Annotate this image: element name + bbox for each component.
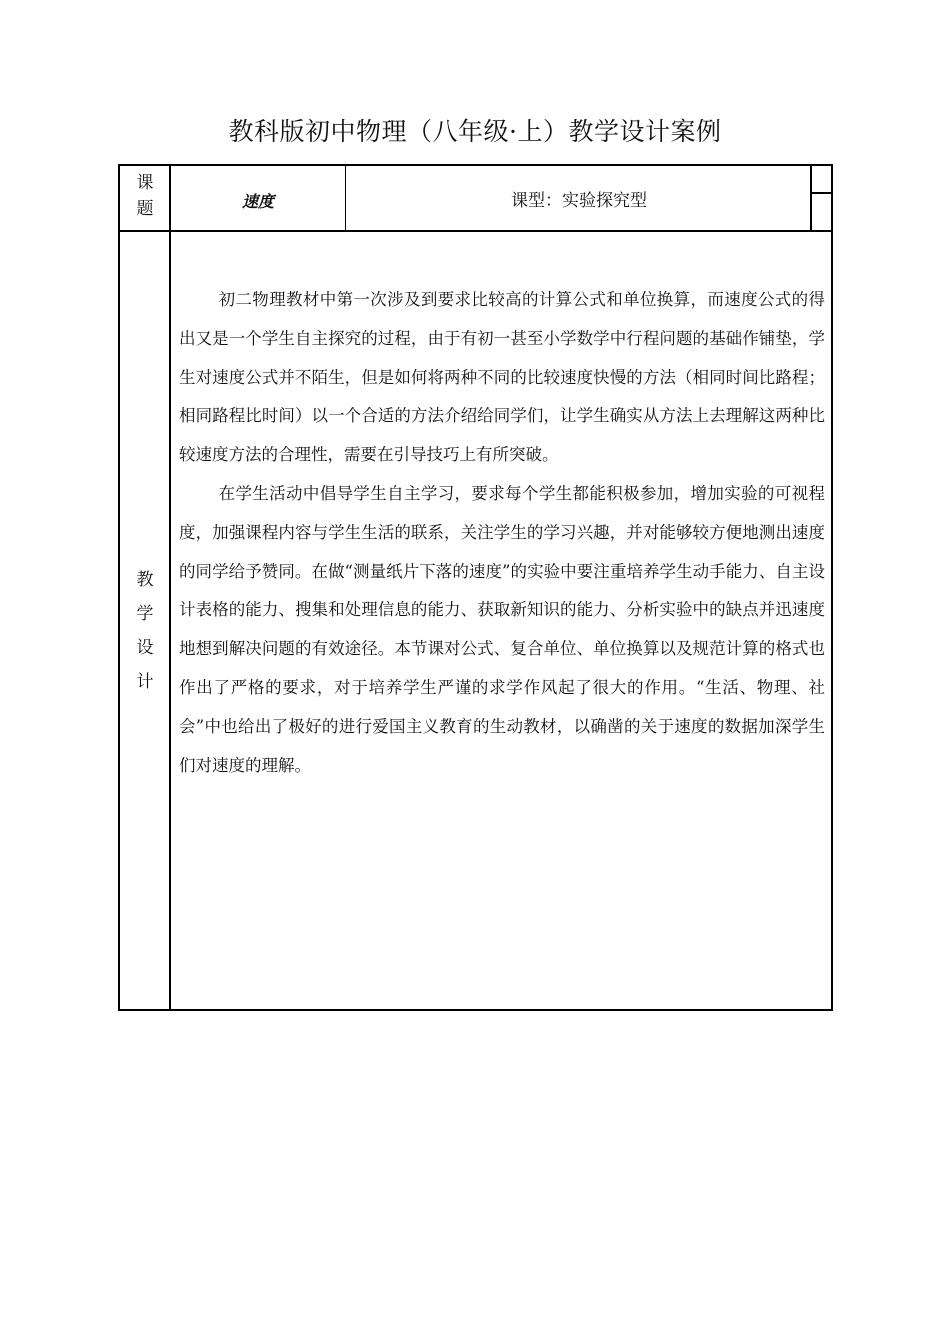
lesson-type-cell: 课型：实验探究型 [511,191,647,211]
design-label-char: 设 [136,638,154,658]
design-paragraph-2: 在学生活动中倡导学生自主学习，要求每个学生都能积极参加，增加实验的可视程度，加强课程内容与学生生活的联系，关注学生的学习兴趣，并对能够较方便地测出速度的同学给予赞同。在做“测量纸片下落的速度”的实验中要注重培养学生动手能力、自主设计表格的能力、搜集和处理信息的能力、获取新知识的能力、分析实验中的缺点并迅速度地想到解决问题的有效途径。本节课对公式、复合单位、单位换算以及规范计算的格式也作出了严格的要求，对于培养学生严谨的求学作风起了很大的作用。“生活、物理、社会”中也给出了极好的进行爱国主义教育的生动教材，以确凿的关于速度的数据加深学生们对速度的理解。 [179,483,825,775]
table-divider-right-small [810,192,832,194]
table-divider-subject [345,164,346,231]
header-label-line2: 题 [136,199,154,219]
document-title: 教科版初中物理（八年级·上）教学设计案例 [228,117,722,146]
design-paragraph-1: 初二物理教材中第一次涉及到要求比较高的计算公式和单位换算，而速度公式的得出又是一个学生自主探究的过程，由于有初一甚至小学数学中行程问题的基础作铺垫，学生对速度公式并不陌生，但是如何将两种不同的比较速度快慢的方法（相同时间比路程；相同路程比时间）以一个合适的方法介绍给同学们，让学生确实从方法上去理解这两种比较速度方法的合理性，需要在引导技巧上有所突破。 [179,290,825,465]
table-divider-header-row [118,230,833,232]
design-body [179,281,825,785]
header-label [120,170,170,222]
table-divider-right-cells [810,164,812,231]
design-label-char: 计 [136,672,154,692]
design-label-char: 学 [136,604,154,624]
design-label-char: 教 [136,570,154,590]
design-label [120,563,170,699]
header-label-line1: 课 [136,173,154,193]
subject-cell: 速度 [241,192,274,211]
